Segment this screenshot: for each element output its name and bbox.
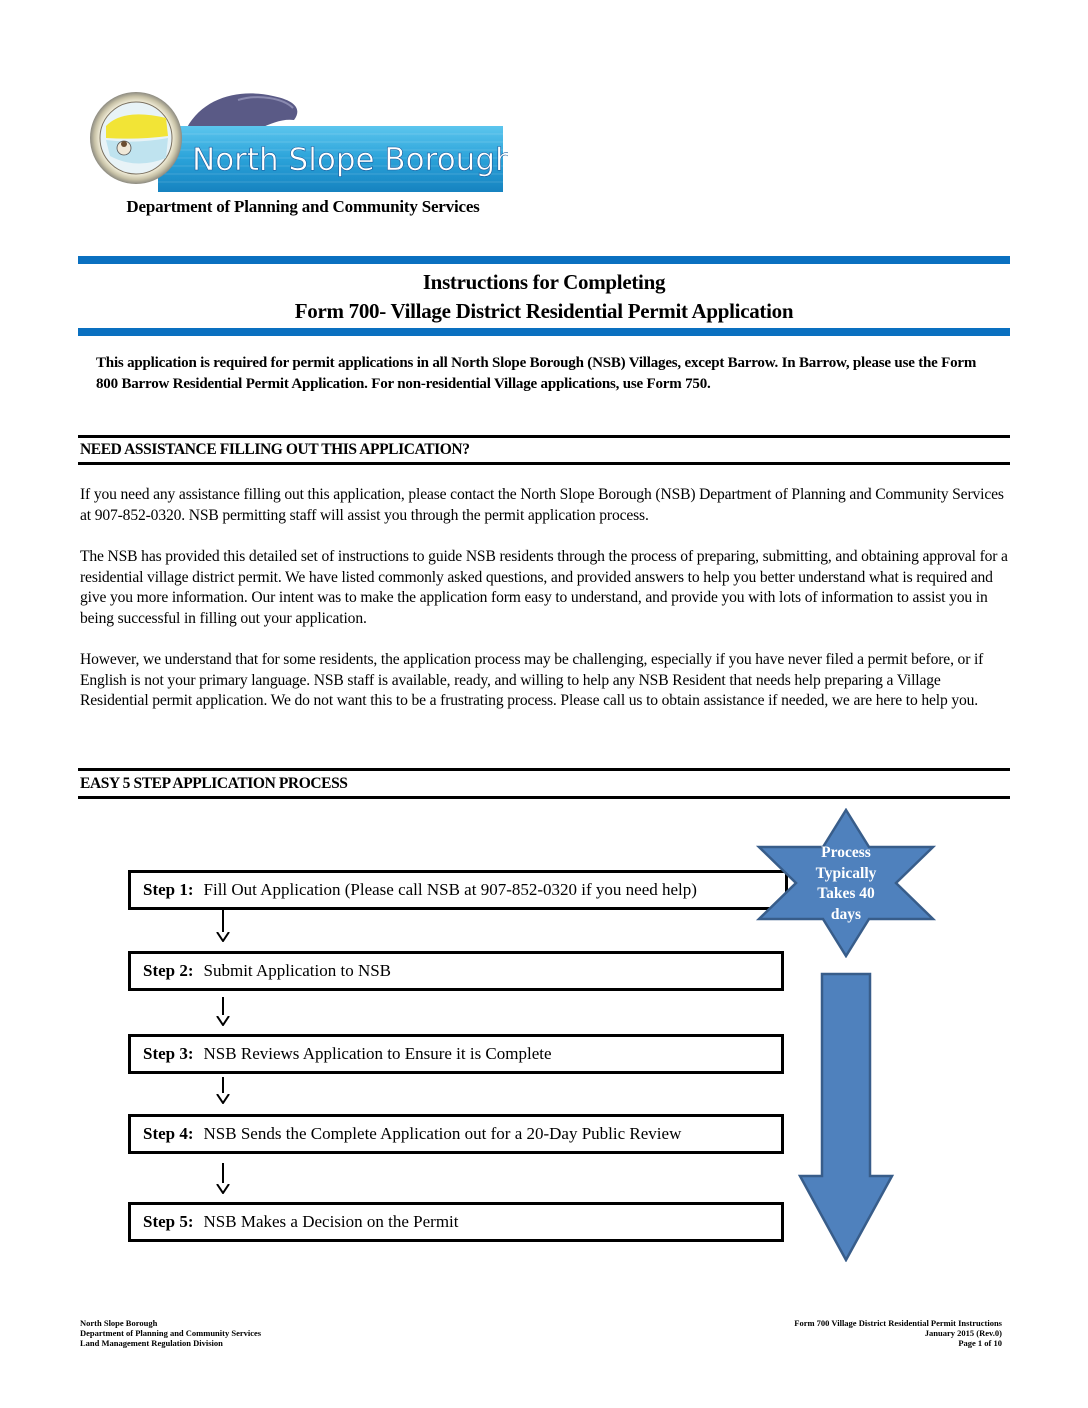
timeline-down-arrow-icon xyxy=(796,972,896,1262)
connector-line xyxy=(222,1163,224,1183)
footer-division: Land Management Regulation Division xyxy=(80,1338,223,1348)
step-label: Step 4: xyxy=(143,1124,194,1143)
section-rule-bottom xyxy=(78,462,1010,465)
connector-line xyxy=(222,1077,224,1093)
intro-notice: This application is required for permit applications in all North Slope Borough (NSB) Villages, except Barrow. In Barrow, please use the Form 800 Barrow Residential Permit Application. For non-residential Village applications, use Form 750. xyxy=(96,355,977,392)
step-label: Step 2: xyxy=(143,961,194,980)
step-box-3 xyxy=(128,1034,784,1074)
north-slope-borough-logo xyxy=(88,78,508,198)
paragraph-staff-help: However, we understand that for some residents, the application process may be challenging, especially if you have never filed a permit before, or if English is not your primary language. NSB staff is available, ready, and willing to help any NSB Resident that needs help preparing a Village Residential permit application. We do not want this to be a frustrating process. Please call us to obtain assistance if needed, we are here to help you. xyxy=(80,651,984,709)
department-title: Department of Planning and Community Services xyxy=(126,197,480,216)
footer-right xyxy=(794,1318,1002,1348)
badge-line: Process xyxy=(821,844,871,861)
section-heading-assistance: NEED ASSISTANCE FILLING OUT THIS APPLICATION? xyxy=(80,441,470,458)
borough-seal-icon xyxy=(90,92,182,184)
page-title-line-2: Form 700- Village District Residential Permit Application xyxy=(294,299,794,323)
arrow-down-icon xyxy=(216,1094,230,1104)
arrow-down-icon xyxy=(216,1016,230,1026)
step-label: Step 5: xyxy=(143,1212,194,1231)
paragraph-instructions-purpose: The NSB has provided this detailed set of instructions to guide NSB residents through the process of preparing, submitting, and obtaining approval for a residential village district permit. We have listed commonly asked questions, and provided answers to help you better understand what is required and give you more information. Our intent was to make the application form easy to understand, and provide you with lots of information to assist you in being successful in filling out your application. xyxy=(80,548,1008,627)
process-duration-text xyxy=(785,843,907,925)
step-box-1 xyxy=(128,870,788,910)
section-rule-bottom xyxy=(78,796,1010,799)
step-text: Submit Application to NSB xyxy=(203,961,392,980)
section-rule-top xyxy=(78,435,1010,438)
step-text: Fill Out Application (Please call NSB at 907-852-0320 if you need help) xyxy=(203,880,697,899)
step-box-5 xyxy=(128,1202,784,1242)
step-box-2 xyxy=(128,951,784,991)
badge-line: days xyxy=(830,905,862,923)
title-bar-bottom xyxy=(78,328,1010,336)
connector-line xyxy=(222,910,224,932)
step-text: NSB Sends the Complete Application out for a 20-Day Public Review xyxy=(203,1124,682,1143)
step-label: Step 1: xyxy=(143,880,194,899)
paragraph-assistance-contact: If you need any assistance filling out this application, please contact the North Slope Borough (NSB) Department of Planning and Community Services at 907-852-0320. NSB permitting staff will assist you through the permit application process. xyxy=(80,486,1004,524)
footer-left xyxy=(80,1318,261,1348)
connector-line xyxy=(222,997,224,1015)
arrow-down-icon xyxy=(216,1184,230,1194)
logo-text: North Slope Borough xyxy=(192,142,508,178)
arrow-down-icon xyxy=(216,932,230,942)
footer-org: North Slope Borough xyxy=(80,1318,158,1328)
step-text: NSB Reviews Application to Ensure it is Complete xyxy=(203,1044,552,1063)
footer-form-title: Form 700 Village District Residential Permit Instructions xyxy=(794,1318,1002,1328)
footer-department: Department of Planning and Community Services xyxy=(80,1328,262,1338)
footer-page-number: Page 1 of 10 xyxy=(958,1338,1002,1348)
section-heading-steps: EASY 5 STEP APPLICATION PROCESS xyxy=(80,775,348,792)
badge-line: Takes 40 xyxy=(817,885,875,902)
footer-revision: January 2015 (Rev.0) xyxy=(924,1328,1002,1338)
title-bar-top xyxy=(78,256,1010,264)
page-title-line-1: Instructions for Completing xyxy=(422,270,666,294)
step-box-4 xyxy=(128,1114,784,1154)
badge-line: Typically xyxy=(815,864,877,882)
section-rule-top xyxy=(78,768,1010,771)
step-label: Step 3: xyxy=(143,1044,194,1063)
step-text: NSB Makes a Decision on the Permit xyxy=(203,1212,459,1231)
